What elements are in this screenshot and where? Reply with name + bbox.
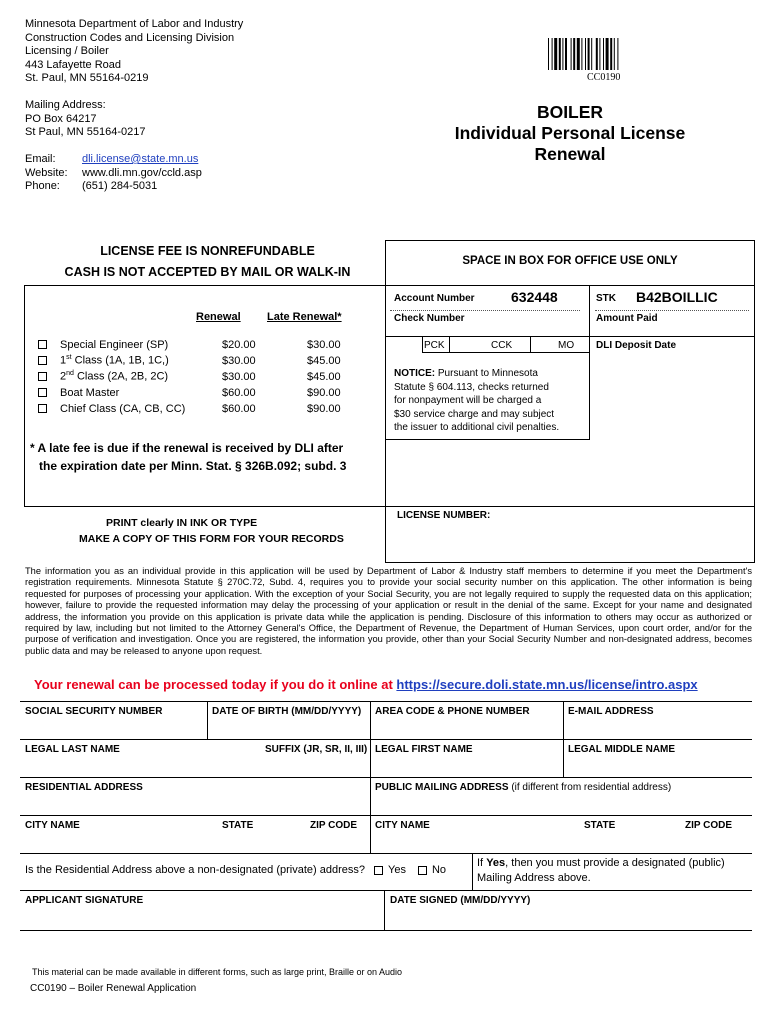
barcode-bar: [565, 38, 567, 70]
state-label: STATE: [222, 820, 254, 831]
barcode-bar: [581, 38, 582, 70]
agency-unit: Licensing / Boiler: [25, 45, 109, 57]
fee-row-renewal: $60.00: [222, 386, 256, 399]
email-link[interactable]: dli.license@state.mn.us: [82, 153, 199, 165]
agency-street: 443 Lafayette Road: [25, 58, 122, 71]
title-line-3: Renewal: [534, 144, 606, 164]
residential-address-input[interactable]: [22, 794, 368, 814]
mailing-po-box: PO Box 64217: [25, 112, 97, 125]
notice-line-1: Pursuant to Minnesota: [437, 368, 538, 379]
ssn-input[interactable]: [22, 718, 205, 738]
title-line-2: Individual Personal License: [454, 123, 686, 143]
fee-row-boat-master: [38, 386, 341, 399]
barcode-bar: [610, 38, 612, 70]
if-yes-note: [477, 856, 725, 886]
fee-row-label: 1st Class (1A, 1B, 1C,): [60, 354, 169, 367]
suffix-label: SUFFIX (JR, SR, II, III): [265, 744, 368, 755]
account-number-value: 632448: [511, 289, 558, 305]
first-name-input[interactable]: [372, 756, 561, 776]
ssn-label: SOCIAL SECURITY NUMBER: [25, 706, 163, 717]
amount-paid-label: Amount Paid: [596, 313, 658, 324]
fee-notice: [30, 241, 385, 283]
fee-row-renewal: $20.00: [222, 338, 256, 351]
fee-row-renewal: $60.00: [222, 402, 256, 415]
fee-row-late: $45.00: [307, 370, 341, 383]
barcode-bar: [596, 38, 598, 70]
fee-row-label: Chief Class (CA, CB, CC): [60, 402, 186, 415]
form-name-footer: CC0190 – Boiler Renewal Application: [30, 983, 197, 994]
dob-input[interactable]: [209, 718, 368, 738]
yes-label: Yes: [388, 864, 406, 876]
first-class-checkbox[interactable]: [38, 356, 47, 365]
fee-row-late: $45.00: [307, 354, 341, 367]
barcode-code: CC0190: [587, 72, 621, 83]
residential-address-label: RESIDENTIAL ADDRESS: [25, 782, 143, 793]
fee-row-renewal: $30.00: [222, 370, 256, 383]
deposit-date-label: DLI Deposit Date: [596, 340, 677, 351]
late-renewal-column-header: Late Renewal*: [267, 311, 342, 323]
public-city-label: CITY NAME: [375, 820, 430, 831]
title-line-1: BOILER: [536, 102, 604, 122]
city-label: CITY NAME: [25, 820, 80, 831]
barcode-image: [548, 38, 660, 70]
online-renewal-banner: [34, 677, 698, 692]
notice-line-3: for nonpayment will be charged a: [394, 395, 542, 406]
barcode-bar: [577, 38, 580, 70]
stk-label: STK: [596, 293, 616, 304]
accessibility-note: This material can be made available in different forms, such as large print, Braille or on Audio: [32, 967, 403, 977]
notice-line-4: $30 service charge and may subject: [394, 408, 555, 420]
fee-row-label: 2nd Class (2A, 2B, 2C): [60, 370, 169, 383]
phone-label: Phone:: [25, 180, 60, 192]
boat-master-checkbox[interactable]: [38, 388, 47, 397]
no-label: No: [431, 864, 447, 876]
pck-label: PCK: [424, 340, 445, 351]
no-checkbox[interactable]: [418, 866, 427, 875]
agency-address: [25, 18, 243, 86]
barcode-bar: [585, 38, 586, 70]
fee-row-label: Boat Master: [60, 386, 120, 399]
fee-row-chief-class: [38, 402, 341, 415]
if-yes-text-bold: Yes: [486, 857, 506, 869]
renewal-column-header: Renewal: [196, 311, 241, 323]
middle-name-label: LEGAL MIDDLE NAME: [568, 744, 676, 755]
late-fee-note-line-1: * A late fee is due if the renewal is received by DLI after: [30, 441, 344, 455]
fee-row-late: $90.00: [307, 402, 341, 415]
barcode-bar: [588, 38, 590, 70]
fee-row-late: $30.00: [307, 338, 341, 351]
late-fee-note-line-2: the expiration date per Minn. Stat. § 326B.092; subd. 3: [39, 459, 347, 473]
phone-field-label: AREA CODE & PHONE NUMBER: [375, 706, 530, 717]
form-title: [420, 102, 720, 165]
print-clearly-note: PRINT clearly IN INK OR TYPE: [106, 517, 258, 529]
barcode-bar: [617, 38, 618, 70]
fee-row-label: Special Engineer (SP): [60, 338, 169, 351]
online-renewal-link[interactable]: https://secure.doli.state.mn.us/license/intro.aspx: [396, 677, 698, 692]
public-zip-label: ZIP CODE: [685, 820, 733, 831]
barcode-bar: [599, 38, 600, 70]
phone-text: (651) 284-5031: [82, 180, 158, 192]
nondesignated-question-row: [25, 864, 446, 876]
nondesignated-question: Is the Residential Address above a non-designated (private) address?: [25, 864, 365, 876]
chief-class-checkbox[interactable]: [38, 404, 47, 413]
barcode-bar: [554, 38, 557, 70]
email-field-label: E-MAIL ADDRESS: [568, 706, 654, 717]
last-name-input[interactable]: [22, 756, 368, 776]
second-class-checkbox[interactable]: [38, 372, 47, 381]
online-renewal-text: Your renewal can be processed today if you do it online at: [34, 677, 393, 692]
notice-label: NOTICE:: [394, 368, 436, 379]
fee-row-special-engineer: [38, 338, 341, 351]
special-engineer-checkbox[interactable]: [38, 340, 47, 349]
stk-value: B42BOILLIC: [636, 289, 718, 305]
website-text: www.dli.mn.gov/ccld.asp: [82, 166, 202, 179]
mailing-address: [25, 99, 145, 140]
residential-city-state-zip-input[interactable]: [22, 832, 368, 852]
barcode-bar: [614, 38, 615, 70]
check-number-label: Check Number: [394, 313, 465, 324]
fee-notice-nonrefundable: LICENSE FEE IS NONREFUNDABLE: [100, 244, 315, 258]
barcode-bar: [559, 38, 561, 70]
make-copy-note: MAKE A COPY OF THIS FORM FOR YOUR RECORDS: [79, 533, 344, 545]
barcode-bar: [548, 38, 549, 70]
public-address-label: [375, 782, 671, 794]
account-number-label: Account Number: [394, 293, 475, 304]
fee-row-renewal: $30.00: [222, 354, 256, 367]
last-name-label: LEGAL LAST NAME: [25, 744, 120, 755]
agency-city: St. Paul, MN 55164-0219: [25, 72, 149, 84]
fee-row-first-class: [38, 354, 341, 367]
mailing-city: St Paul, MN 55164-0217: [25, 126, 146, 138]
privacy-notice: The information you as an individual provide in this application will be used by Department of Labor & Industry staff members to determine if you meet the Department's registration requirements. Minnesota Statute § 270C.72, Subd. 4, requires you to provide your social security number on this application. The other information is being requested for purposes of processing your application. With the exception of your Social Security, you are not legally required to supply the requested data on this application; however, failure to provide the requested information may delay the processing of your application or result in the denial of the same. Except for your name and designated address, the information you provide on this application is private data while the application is pending. Disclosure of this information to others may occur as authorized or required by law, including but not limited to the Attorney General's Office, the Department of Revenue, the Department of Human Services, upon court order, and/or for the purpose of verification and investigation. Once you are registered, the information you provide, other than your Social Security Number and non-designated address, becomes public data and may be released to anyone upon request.: [25, 566, 752, 656]
middle-name-input[interactable]: [565, 756, 751, 776]
barcode-bar: [606, 38, 609, 70]
barcode-bar: [573, 38, 575, 70]
barcode-bar: [603, 38, 604, 70]
license-number-label: LICENSE NUMBER:: [397, 510, 491, 521]
email-label: Email:: [25, 153, 56, 165]
if-yes-text-c: , then you must provide a designated (public): [505, 857, 725, 869]
public-address-label-text: PUBLIC MAILING ADDRESS: [375, 782, 509, 793]
public-address-note: (if different from residential address): [511, 782, 672, 793]
returned-check-notice: [394, 367, 589, 435]
zip-label: ZIP CODE: [310, 820, 358, 831]
public-address-input[interactable]: [372, 794, 751, 814]
barcode-bar: [571, 38, 572, 70]
date-signed-input[interactable]: [387, 907, 751, 929]
fee-row-second-class: [38, 370, 341, 383]
public-city-state-zip-input[interactable]: [372, 832, 751, 852]
phone-input[interactable]: [372, 718, 561, 738]
first-name-label: LEGAL FIRST NAME: [375, 744, 473, 755]
if-yes-text-a: If: [477, 857, 484, 869]
date-signed-label: DATE SIGNED (MM/DD/YYYY): [390, 895, 531, 906]
dob-label: DATE OF BIRTH (MM/DD/YYYY): [212, 706, 362, 717]
agency-division: Construction Codes and Licensing Division: [25, 31, 235, 44]
contact-info: [25, 153, 285, 194]
late-fee-note: [30, 439, 346, 475]
email-input[interactable]: [565, 718, 751, 738]
fee-row-late: $90.00: [307, 386, 341, 399]
signature-input[interactable]: [22, 907, 382, 929]
public-state-label: STATE: [584, 820, 616, 831]
barcode-bar: [562, 38, 563, 70]
mo-label: MO: [558, 340, 575, 351]
website-label: Website:: [25, 166, 68, 179]
cck-label: CCK: [491, 340, 513, 351]
yes-checkbox[interactable]: [374, 866, 383, 875]
barcode-bar: [591, 38, 592, 70]
notice-line-2: Statute § 604.113, checks returned: [394, 381, 549, 393]
signature-label: APPLICANT SIGNATURE: [25, 895, 144, 906]
notice-line-5: the issuer to additional civil penalties.: [394, 422, 560, 433]
office-use-header: SPACE IN BOX FOR OFFICE USE ONLY: [462, 255, 678, 267]
if-yes-line-2: Mailing Address above.: [477, 872, 591, 884]
agency-name: Minnesota Department of Labor and Industry: [25, 18, 244, 30]
fee-notice-no-cash: CASH IS NOT ACCEPTED BY MAIL OR WALK-IN: [64, 265, 351, 279]
barcode-bar: [552, 38, 553, 70]
mailing-label: Mailing Address:: [25, 99, 106, 111]
